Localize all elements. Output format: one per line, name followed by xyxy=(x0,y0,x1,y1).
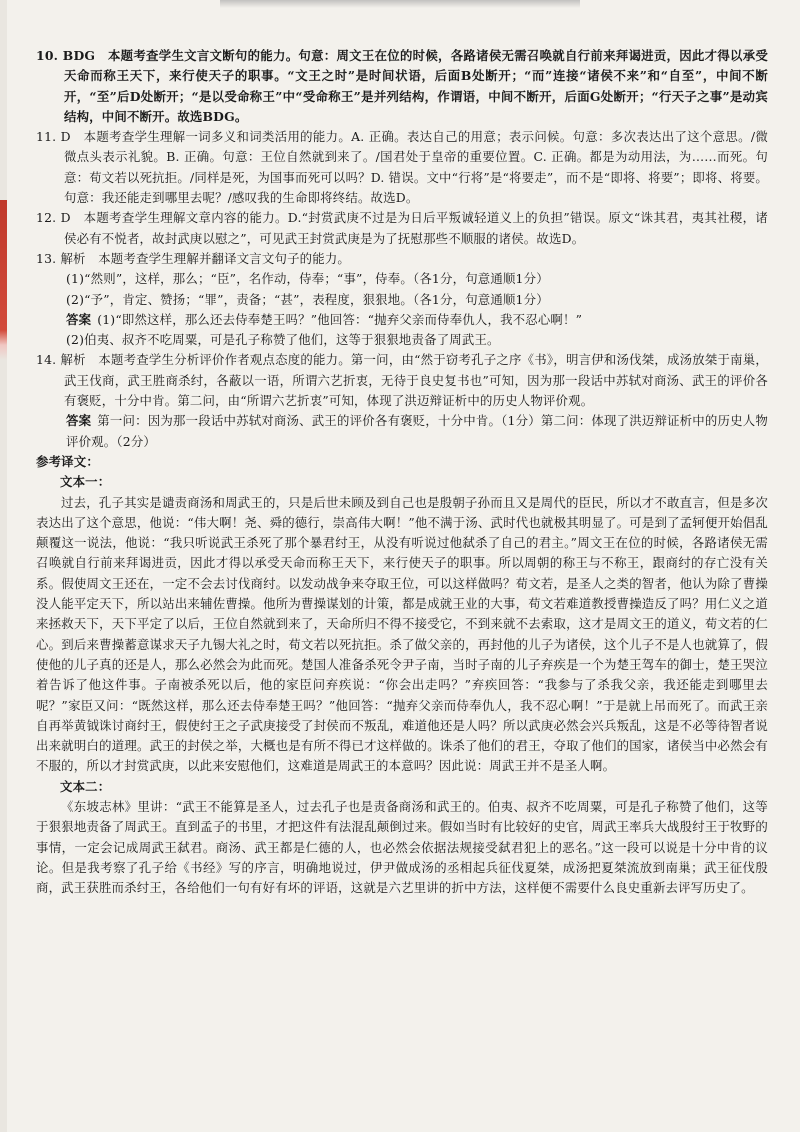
answer-q10: 10. BDG 本题考查学生文言文断句的能力。句意：周文王在位的时候，各路诸侯无需召唤就自行前来拜谒进贡，因此才得以承受天命而称王天下，来行使天子的职事。“文王之时”是时间状语，后面B处断开；“而”连接“诸侯不来”和“自至”，中间不断开，“至”后D处断开；“是以受命称王”中“受命称王”是并列结构，作谓语，中间不断开，后面G处断开；“行天子之事”是动宾结构，中间不断开。故选BDG。 xyxy=(36,48,768,124)
answer-label: 答案 xyxy=(66,413,92,429)
answer-q13-analysis-2: (2)“予”，肯定、赞扬；“罪”，责备；“甚”，表程度，狠狠地。（各1分，句意通顺1分） xyxy=(66,291,549,307)
text1-title: 文本一： xyxy=(60,474,111,490)
text1-body: 过去，孔子其实是谴责商汤和周武王的，只是后世未顾及到自己也是殷朝子孙而且又是周代的臣民，所以才不敢直言，但是多次表达出了这个意思，他说：“伟大啊！尧、舜的德行，崇高伟大啊！”他不满于汤、武时代也就极其明显了。可是到了孟轲便开始倡乱颠覆这一说法，他说：“我只听说武王杀死了那个暴君纣王，从没有听说过他弑杀了自己的君主。”周文王在位的时候，各路诸侯无需召唤就自行前来拜谒进贡，因此才得以承受天命而称王天下，来行使天子的职事。所以周朝的称王与不称王，跟商纣的存亡没有关系。假使周文王还在，一定不会去讨伐商纣。以发动战争来夺取王位，可以这样做吗？荀文若，是圣人之类的智者，他认为除了曹操没人能平定天下，所以站出来辅佐曹操。他所为曹操谋划的计策，都是成就王业的大事，荀文若难道教授曹操造反了吗？用仁义之道来拯救天下，天下平定了以后，王位自然就到来了，天命所归不得不接受它，不到来就不去索取，这才是周文王的道义，荀文若的仁心。到后来曹操蓄意谋求天子九锡大礼之时，荀文若以死抗拒。杀了做父亲的，再封他的儿子为诸侯，这个儿子不是人也就算了，假使他的儿子真的还是人，那么必然会为此而死。楚国人准备杀死令尹子南，当时子南的儿子弃疾是一个为楚王驾车的御士，楚王哭泣着告诉了他这件事。子南被杀死以后，他的家臣问弃疾说：“你会出走吗？”弃疾回答：“我参与了杀我父亲，我还能走到哪里去呢？”家臣又问：“既然这样，那么还去侍奉楚王吗？”他回答：“抛弃父亲而侍奉仇人，我不忍心啊！”于是就上吊而死了。而武王亲自再举黄钺诛讨商纣王，假使纣王之子武庚接受了封侯而不叛乱，难道他还是人吗？所以武庚必然会兴兵叛乱，这是不必等待智者说出来就明白的道理。武王的封侯之举，大概也是有所不得已才这样做的。诛杀了他们的君王，夺取了他们的国家，诸侯当中必然会有不服的，所以才封赏武庚，以此来安慰他们，这难道是周武王的本意吗？因此说：周武王并不是圣人啊。 xyxy=(36,494,768,774)
answer-q14-answer xyxy=(36,411,768,452)
scan-shadow xyxy=(220,0,580,8)
answer-q14: 14. 解析 本题考查学生分析评价作者观点态度的能力。第一问，由“然于窃考孔子之序《书》，明言伊和汤伐桀，成汤放桀于南巢，武王伐商，武王胜商杀纣，各蔽以一语，所谓六艺折衷，无待于良史复书也”可知，因为那一段话中苏轼对商汤、武王的评价各有褒贬，十分中肯。第二问，由“所谓六艺折衷”可知，体现了洪迈辩证析中的历史人物评价观。 xyxy=(36,352,768,409)
answer-q13-text-1: (1)“即然这样，那么还去侍奉楚王吗？”他回答：“抛弃父亲而侍奉仇人，我不忍心啊！” xyxy=(97,311,583,327)
text2-title: 文本二： xyxy=(60,778,111,794)
text2-body: 《东坡志林》里讲：“武王不能算是圣人，过去孔子也是责备商汤和武王的。伯夷、叔齐不吃周粟，可是孔子称赞了他们，这等于狠狠地责备了周武王。直到孟子的书里，才把这件有法混乱颠倒过来。假如当时有比较好的史官，周武王率兵大战殷纣王于牧野的事情，一定会记成周武王弑君。商汤、武王都是仁德的人，也必然会依据法规接受弑君犯上的恶名。”这一段可以说是十分中肯的议论。但是我考察了孔子给《书经》写的序言，明确地说过，伊尹做成汤的丞相起兵征伐夏桀，成汤把夏桀流放到南巢；武王征伐殷商，武王获胜而杀纣王，各给他们一句有好有坏的评语，这就是六艺里讲的折中方法，这样便不需要什么良史重新去评写历史了。 xyxy=(36,798,768,896)
answer-q12: 12. D 本题考查学生理解文章内容的能力。D.“封赏武庚不过是为日后平叛诚轻道义上的负担”错误。原文“诛其君，夷其社稷，诸侯必有不悦者，故封武庚以慰之”，可见武王封赏武庚是为了抚慰那些不顺服的诸侯。故选D。 xyxy=(36,210,768,246)
answer-q13-heading: 13. 解析 本题考查学生理解并翻译文言文句子的能力。 xyxy=(36,250,351,266)
answer-q11: 11. D 本题考查学生理解一词多义和词类活用的能力。A. 正确。表达自己的用意；表示问候。句意：多次表达出了这个意思。/微微点头表示礼貌。B. 正确。句意：王位自然就到来了。/国君处于皇帝的重要位置。C. 正确。都是为动用法，为……而死。句意：荀文若以死抗拒。/同样是死，为国事而死可以吗？D. 错误。文中“行将”是“将要走”，而不是“即将、将要”；即将、将要。句意：我还能走到哪里去呢？/感叹我的生命即将终结。故选D。 xyxy=(36,129,769,206)
answer-q14-text: 第一问：因为那一段话中苏轼对商汤、武王的评价各有褒贬，十分中肯。（1分）第二问：体现了洪迈辩证析中的历史人物评价观。（2分） xyxy=(66,413,769,449)
answer-q13-answer-1 xyxy=(36,310,768,330)
answer-document xyxy=(36,46,768,898)
answer-q13-analysis-1: (1)“然则”，这样，那么；“臣”，名作动，侍奉；“事”，侍奉。（各1分，句意通顺1分） xyxy=(66,271,549,287)
answer-label: 答案 xyxy=(66,311,92,327)
answer-q13-answer-2: (2)伯夷、叔齐不吃周粟，可是孔子称赞了他们，这等于狠狠地责备了周武王。 xyxy=(66,332,500,348)
page-edge-strip xyxy=(0,0,7,1132)
reference-translation-title: 参考译文： xyxy=(36,453,99,469)
